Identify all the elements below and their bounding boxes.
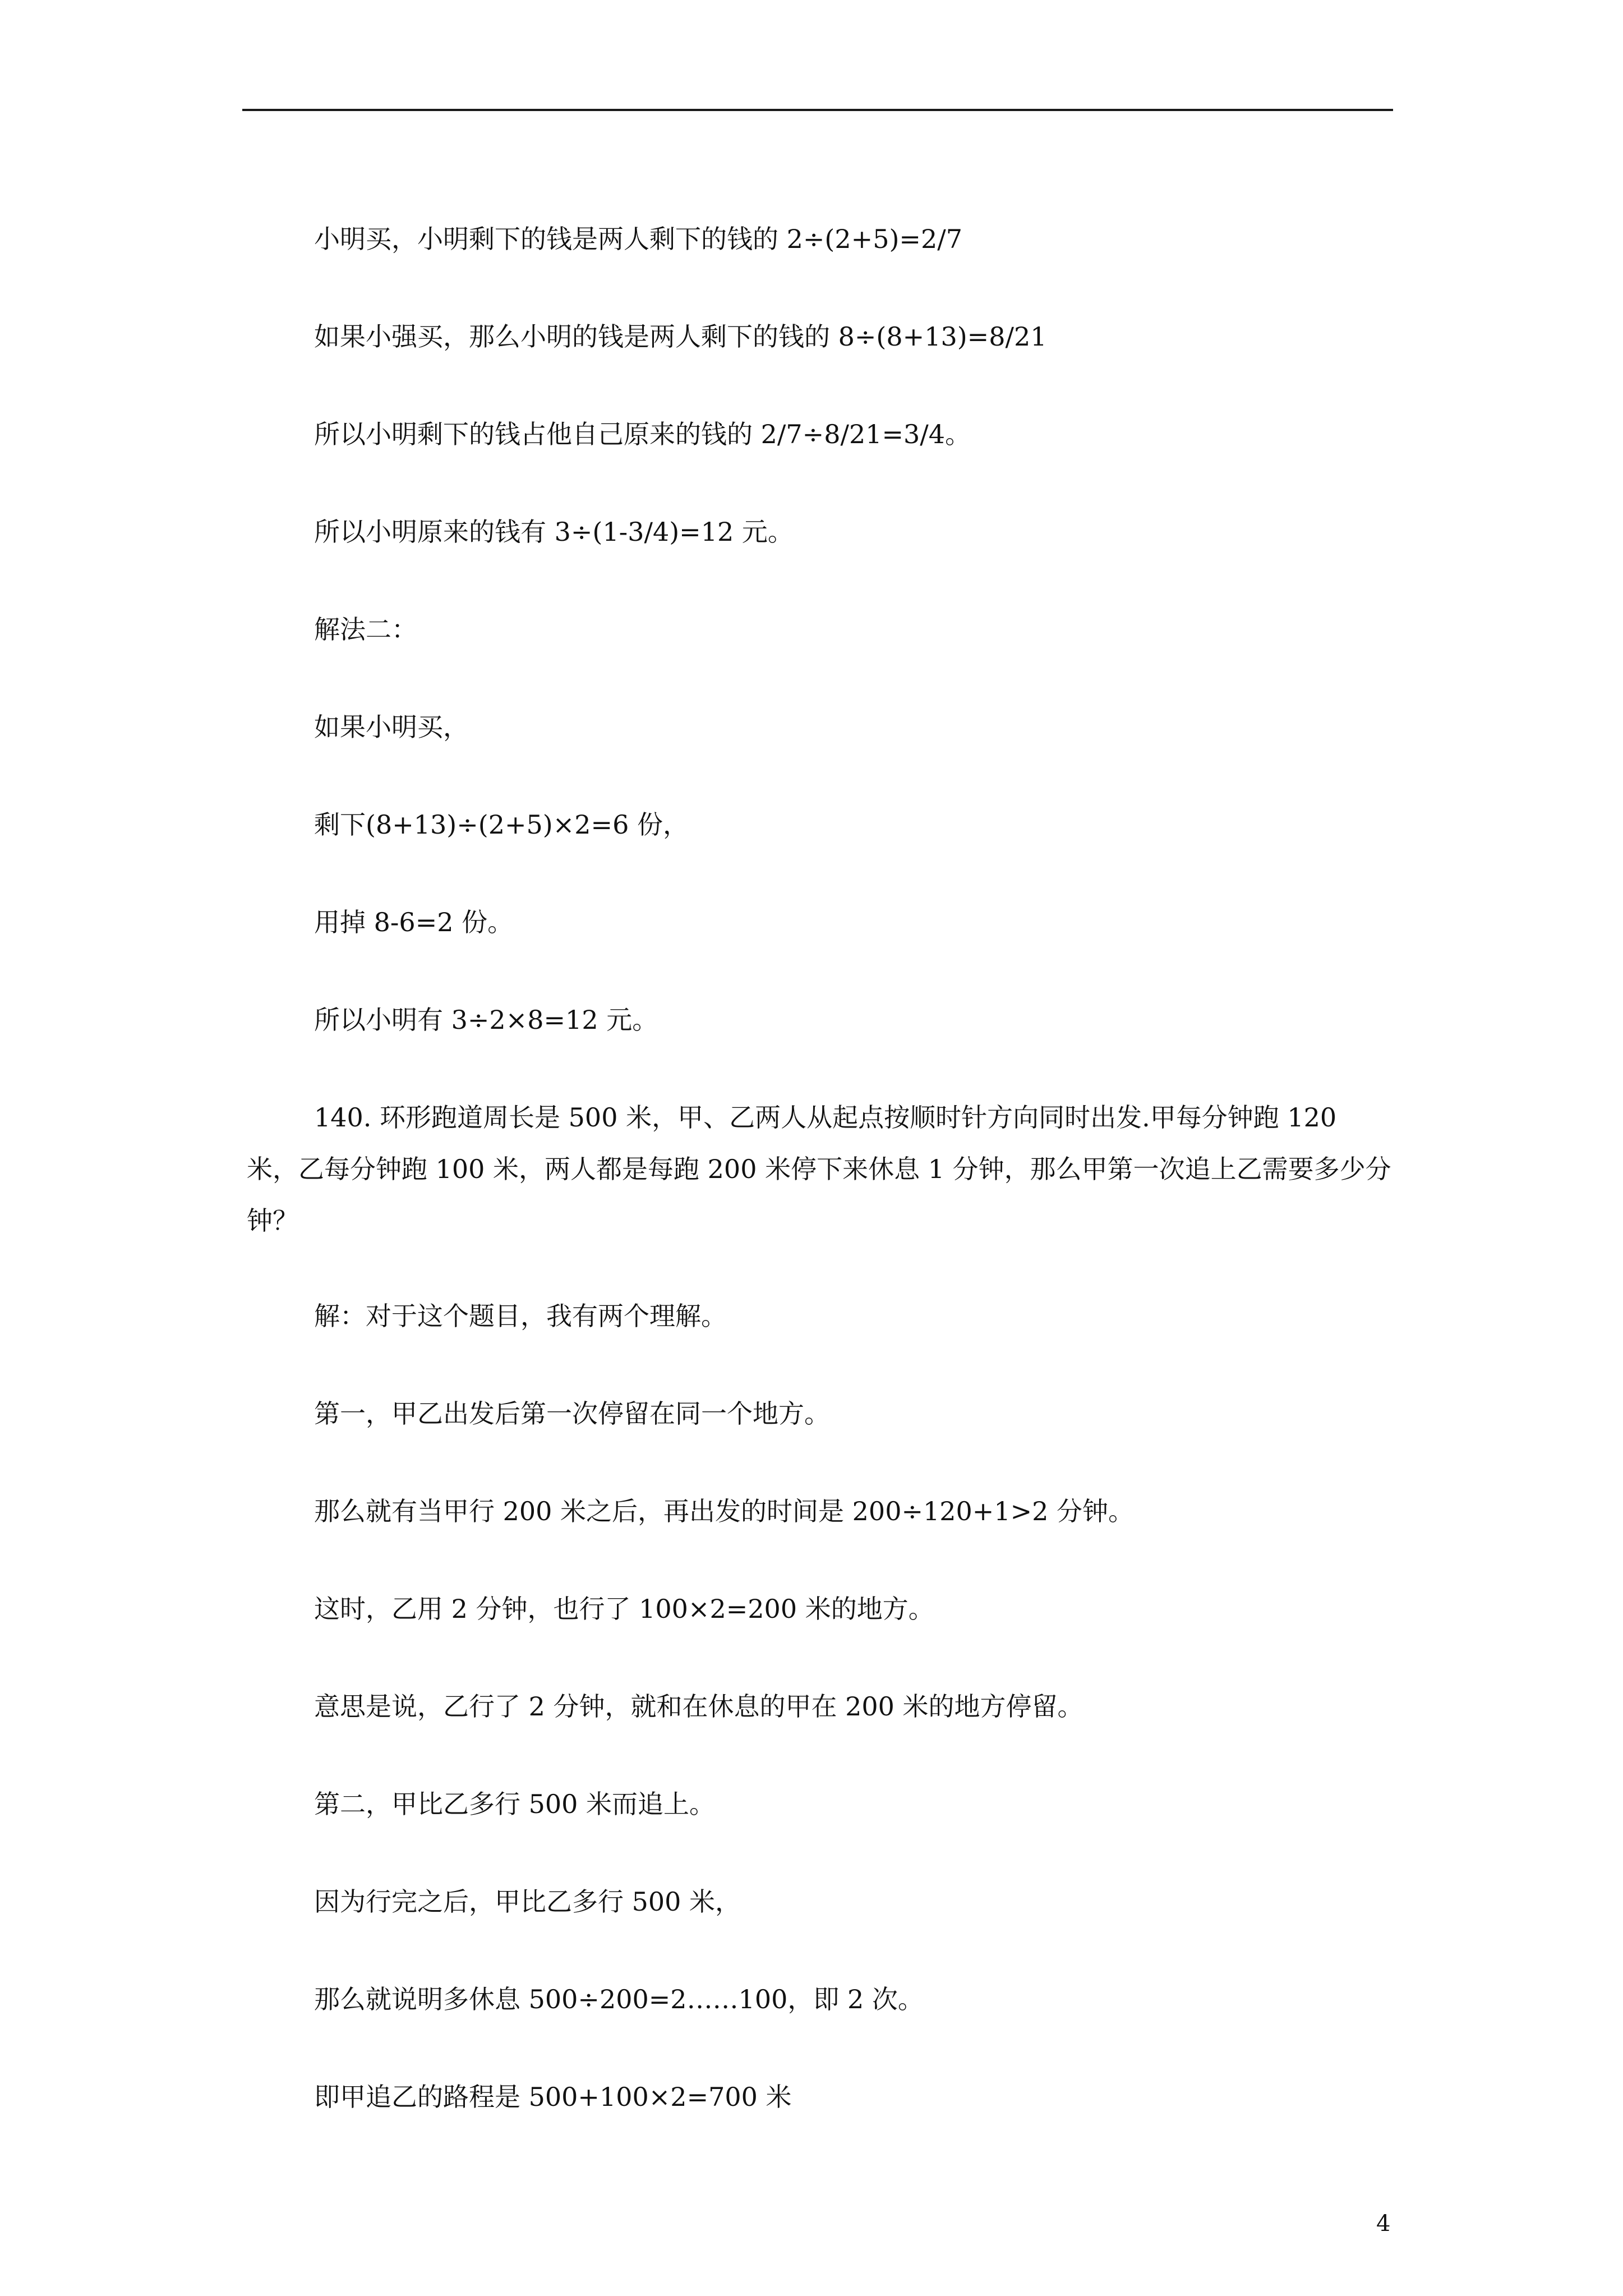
paragraph: 小明买，小明剩下的钱是两人剩下的钱的 2÷(2+5)=2/7 <box>314 224 962 254</box>
paragraph: 所以小明有 3÷2×8=12 元。 <box>314 1005 658 1035</box>
paragraph: 所以小明原来的钱有 3÷(1-3/4)=12 元。 <box>314 517 794 547</box>
paragraph: 如果小明买， <box>314 712 469 742</box>
page-number: 4 <box>1376 2211 1391 2237</box>
paragraph: 即甲追乙的路程是 500+100×2=700 米 <box>314 2082 792 2112</box>
paragraph: 用掉 8-6=2 份。 <box>314 907 514 937</box>
paragraph: 如果小强买，那么小明的钱是两人剩下的钱的 8÷(8+13)=8/21 <box>314 321 1047 352</box>
paragraph: 那么就说明多休息 500÷200=2……100，即 2 次。 <box>314 1984 924 2014</box>
paragraph: 那么就有当甲行 200 米之后，再出发的时间是 200÷120+1>2 分钟。 <box>314 1496 1135 1526</box>
paragraph: 剩下(8+13)÷(2+5)×2=6 份， <box>314 809 689 840</box>
header-rule <box>242 109 1393 111</box>
paragraph: 第一，甲乙出发后第一次停留在同一个地方。 <box>314 1398 830 1429</box>
paragraph: 解：对于这个题目，我有两个理解。 <box>314 1301 727 1331</box>
paragraph: 解法二： <box>314 614 417 645</box>
paragraph: 所以小明剩下的钱占他自己原来的钱的 2/7÷8/21=3/4。 <box>314 419 971 449</box>
paragraph: 这时，乙用 2 分钟，也行了 100×2=200 米的地方。 <box>314 1594 934 1624</box>
paragraph: 第二，甲比乙多行 500 米而追上。 <box>314 1789 716 1819</box>
paragraph: 因为行完之后，甲比乙多行 500 米， <box>314 1887 741 1917</box>
paragraph: 意思是说，乙行了 2 分钟，就和在休息的甲在 200 米的地方停留。 <box>314 1691 1083 1722</box>
problem-140: 140. 环形跑道周长是 500 米，甲、乙两人从起点按顺时针方向同时出发.甲每分钟跑 120 米，乙每分钟跑 100 米，两人都是每跑 200 米停下来休息 1 分钟，那么甲第一次追上乙需要多少分钟？ <box>247 1102 1391 1236</box>
document-body <box>247 213 1393 2169</box>
